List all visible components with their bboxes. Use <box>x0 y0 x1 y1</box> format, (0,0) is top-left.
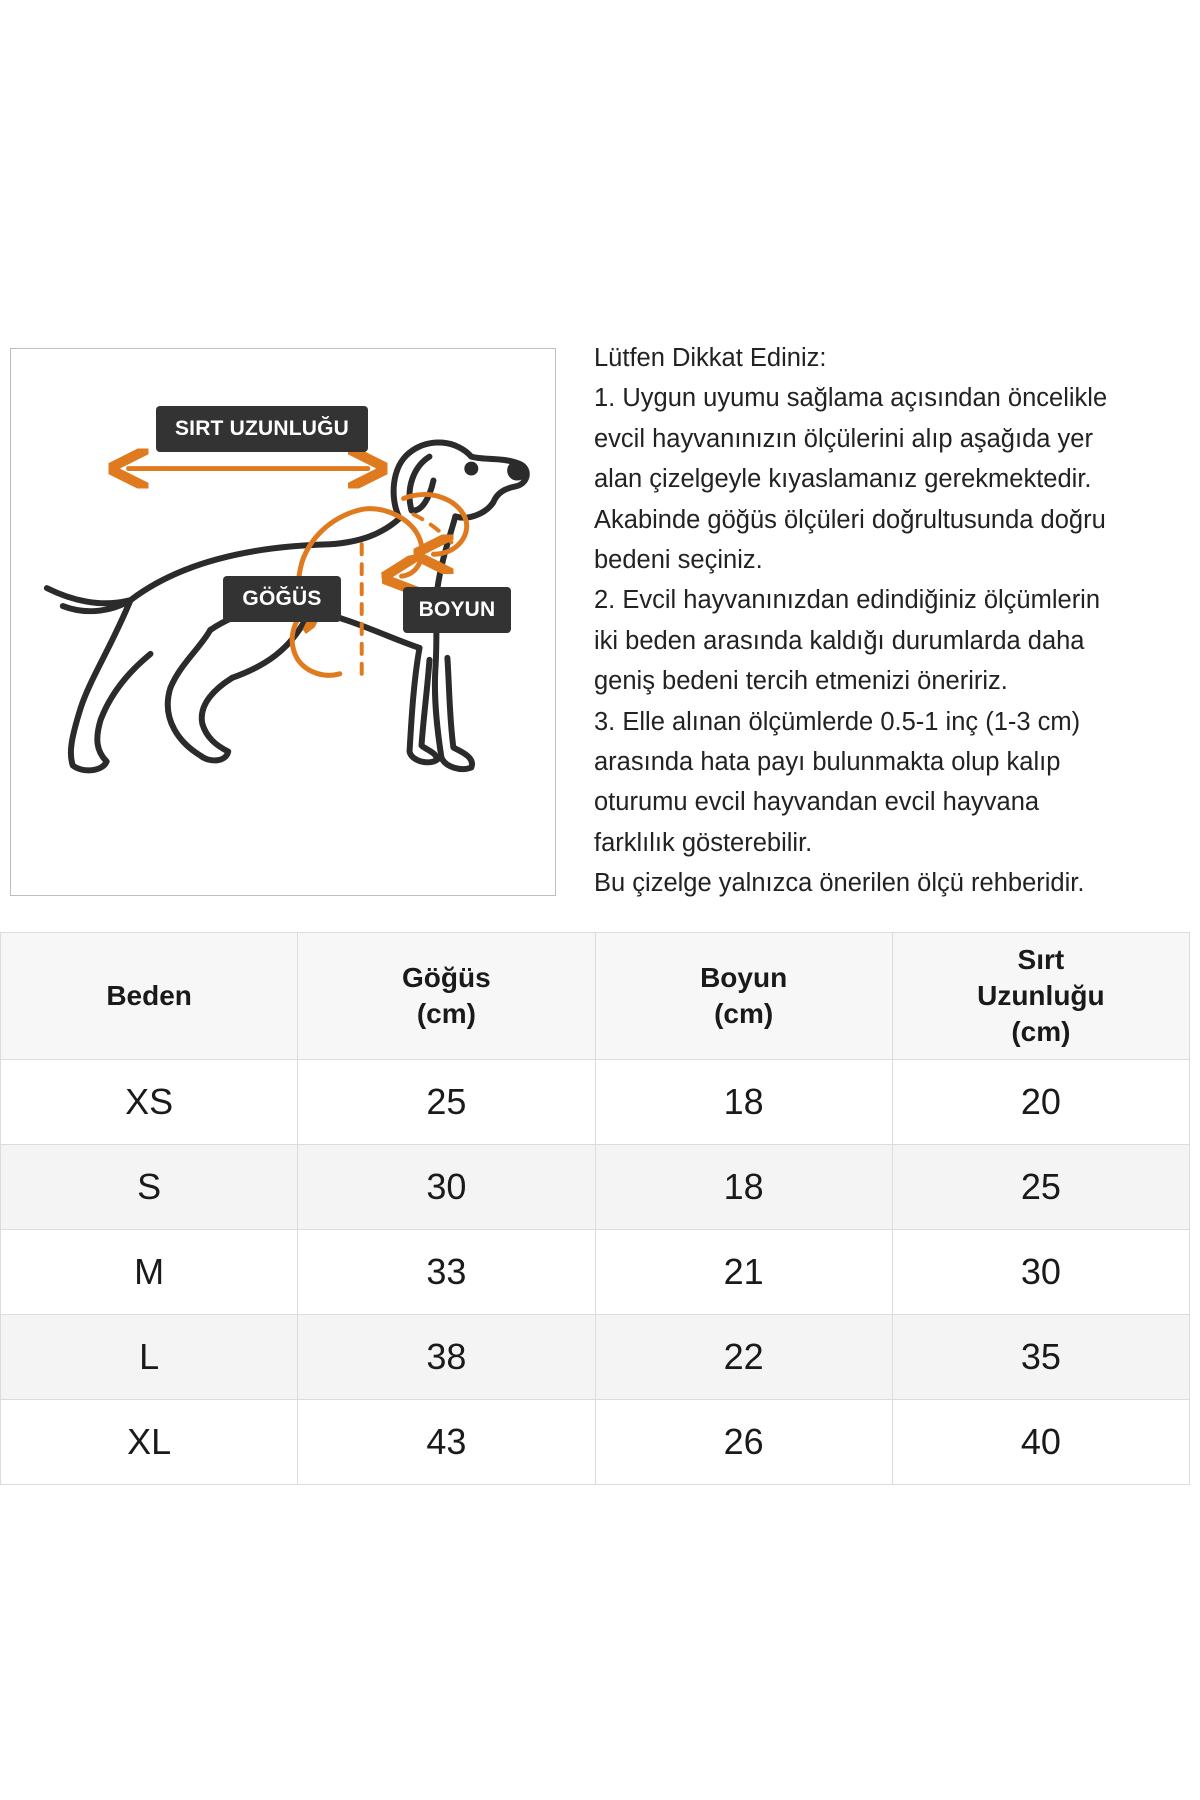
header-chest <box>298 933 595 1060</box>
notes-line: 1. Uygun uyumu sağlama açısından öncelikle <box>594 384 1108 413</box>
header-text: Sırt <box>1017 944 1065 975</box>
notes-line: oturumu evcil hayvandan evcil hayvana <box>594 788 1040 817</box>
neck-label: BOYUN <box>403 587 511 633</box>
table-row <box>1 1060 1190 1145</box>
notes-line: 3. Elle alınan ölçümlerde 0.5-1 inç (1-3 cm) <box>594 707 1081 736</box>
header-text: Uzunluğu <box>977 980 1105 1011</box>
cell-neck: 21 <box>595 1230 892 1315</box>
header-text: Göğüs <box>402 962 491 993</box>
cell-neck: 26 <box>595 1400 892 1485</box>
header-neck <box>595 933 892 1060</box>
chest-label: GÖĞÜS <box>223 576 341 622</box>
dog-measurement-figure <box>10 348 556 896</box>
notes-line: evcil hayvanınızın ölçülerini alıp aşağıda yer <box>594 424 1093 453</box>
cell-size: L <box>1 1315 298 1400</box>
header-text: Boyun <box>700 962 788 993</box>
header-text: Beden <box>106 980 192 1011</box>
cell-back-length: 40 <box>892 1400 1189 1485</box>
cell-size: M <box>1 1230 298 1315</box>
cell-chest: 43 <box>298 1400 595 1485</box>
notes-line: iki beden arasında kaldığı durumlarda daha <box>594 626 1085 655</box>
header-back-length <box>892 933 1189 1060</box>
notes-line: arasında hata payı bulunmakta olup kalıp <box>594 748 1061 777</box>
sizing-notes <box>594 338 1200 904</box>
notes-line: Bu çizelge yalnızca önerilen ölçü rehberidir. <box>594 869 1085 898</box>
header-unit: (cm) <box>1011 1016 1071 1047</box>
back-length-label: SIRT UZUNLUĞU <box>156 406 368 452</box>
cell-neck: 22 <box>595 1315 892 1400</box>
table-row <box>1 1145 1190 1230</box>
table-row <box>1 1230 1190 1315</box>
notes-title: Lütfen Dikkat Ediniz: <box>594 344 827 372</box>
table-row <box>1 1315 1190 1400</box>
cell-neck: 18 <box>595 1060 892 1145</box>
cell-back-length: 30 <box>892 1230 1189 1315</box>
cell-size: XL <box>1 1400 298 1485</box>
notes-line: bedeni seçiniz. <box>594 546 763 575</box>
notes-line: farklılık gösterebilir. <box>594 828 813 857</box>
notes-line: Akabinde göğüs ölçüleri doğrultusunda doğru <box>594 505 1106 534</box>
cell-neck: 18 <box>595 1145 892 1230</box>
cell-back-length: 20 <box>892 1060 1189 1145</box>
size-table <box>0 932 1190 1485</box>
cell-back-length: 35 <box>892 1315 1189 1400</box>
notes-line: 2. Evcil hayvanınızdan edindiğiniz ölçümlerin <box>594 586 1101 615</box>
cell-size: S <box>1 1145 298 1230</box>
header-unit: (cm) <box>714 998 774 1029</box>
cell-chest: 30 <box>298 1145 595 1230</box>
header-size <box>1 933 298 1060</box>
cell-size: XS <box>1 1060 298 1145</box>
table-row <box>1 1400 1190 1485</box>
notes-line: alan çizelgeyle kıyaslamanız gerekmektedir. <box>594 465 1092 494</box>
cell-chest: 38 <box>298 1315 595 1400</box>
table-header-row <box>1 933 1190 1060</box>
header-unit: (cm) <box>416 998 476 1029</box>
cell-back-length: 25 <box>892 1145 1189 1230</box>
cell-chest: 25 <box>298 1060 595 1145</box>
notes-line: geniş bedeni tercih etmenizi öneririz. <box>594 667 1008 696</box>
cell-chest: 33 <box>298 1230 595 1315</box>
